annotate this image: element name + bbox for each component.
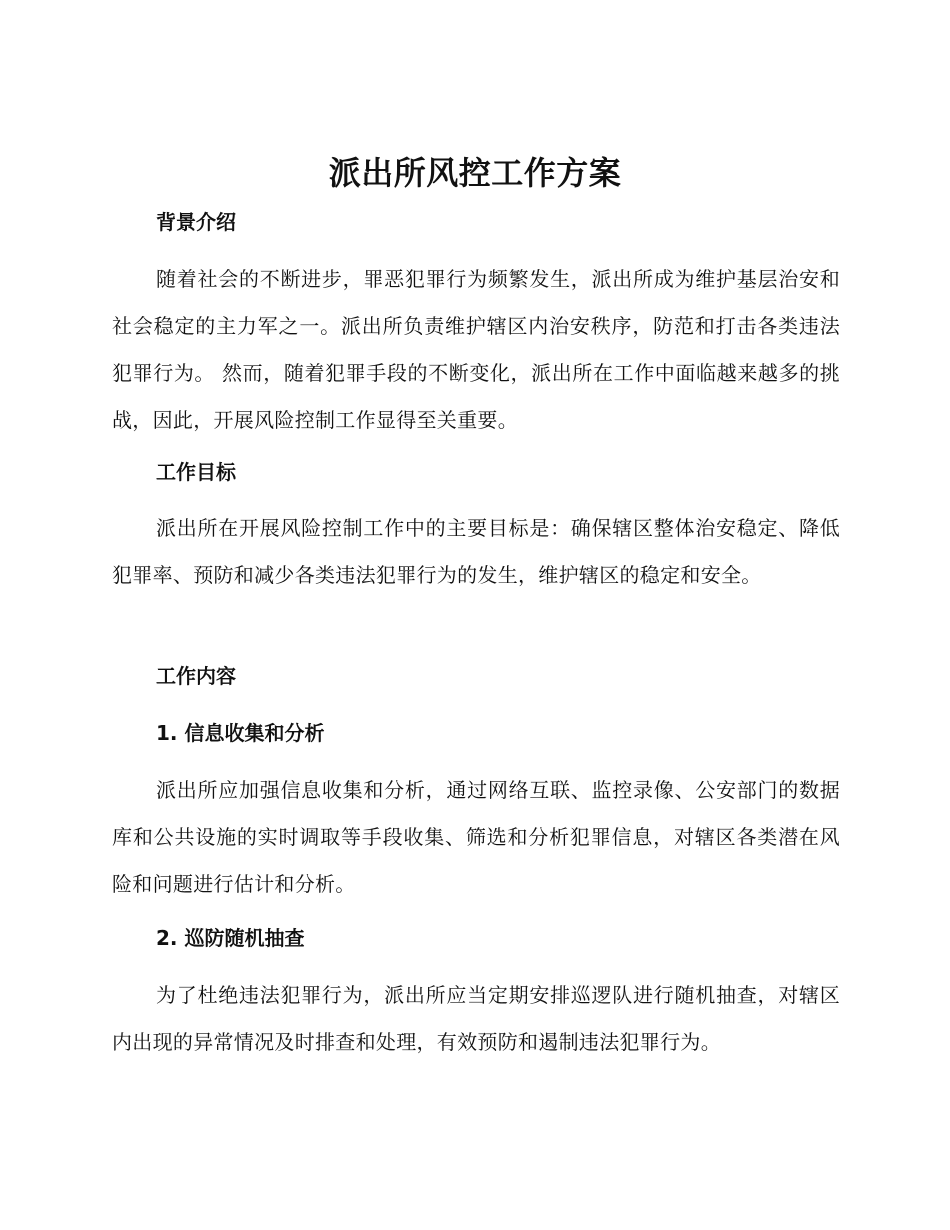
- section-heading-patrol: 2. 巡防随机抽查: [156, 926, 305, 950]
- section-heading-content: 工作内容: [156, 664, 236, 688]
- document-title: 派出所风控工作方案: [328, 154, 622, 192]
- section-paragraph-info-collection: 派出所应加强信息收集和分析，通过网络互联、监控录像、公安部门的数据库和公共设施的实时调取等手段收集、筛选和分析犯罪信息，对辖区各类潜在风险和问题进行估计和分析。: [112, 778, 840, 896]
- section-paragraph-goals: 派出所在开展风险控制工作中的主要目标是：确保辖区整体治安稳定、降低犯罪率、预防和减少各类违法犯罪行为的发生，维护辖区的稳定和安全。: [112, 516, 840, 587]
- section-heading-goals: 工作目标: [156, 460, 236, 484]
- section-heading-info-collection: 1. 信息收集和分析: [156, 721, 325, 745]
- section-heading-background: 背景介绍: [156, 210, 236, 234]
- section-paragraph-background: 随着社会的不断进步，罪恶犯罪行为频繁发生，派出所成为维护基层治安和社会稳定的主力军之一。派出所负责维护辖区内治安秩序，防范和打击各类违法犯罪行为。 然而，随着犯罪手段的不断变化，派出所在工作中面临越来越多的挑战，因此，开展风险控制工作显得至关重要。: [112, 267, 840, 432]
- section-paragraph-patrol: 为了杜绝违法犯罪行为，派出所应当定期安排巡逻队进行随机抽查，对辖区内出现的异常情况及时排查和处理，有效预防和遏制违法犯罪行为。: [112, 983, 840, 1054]
